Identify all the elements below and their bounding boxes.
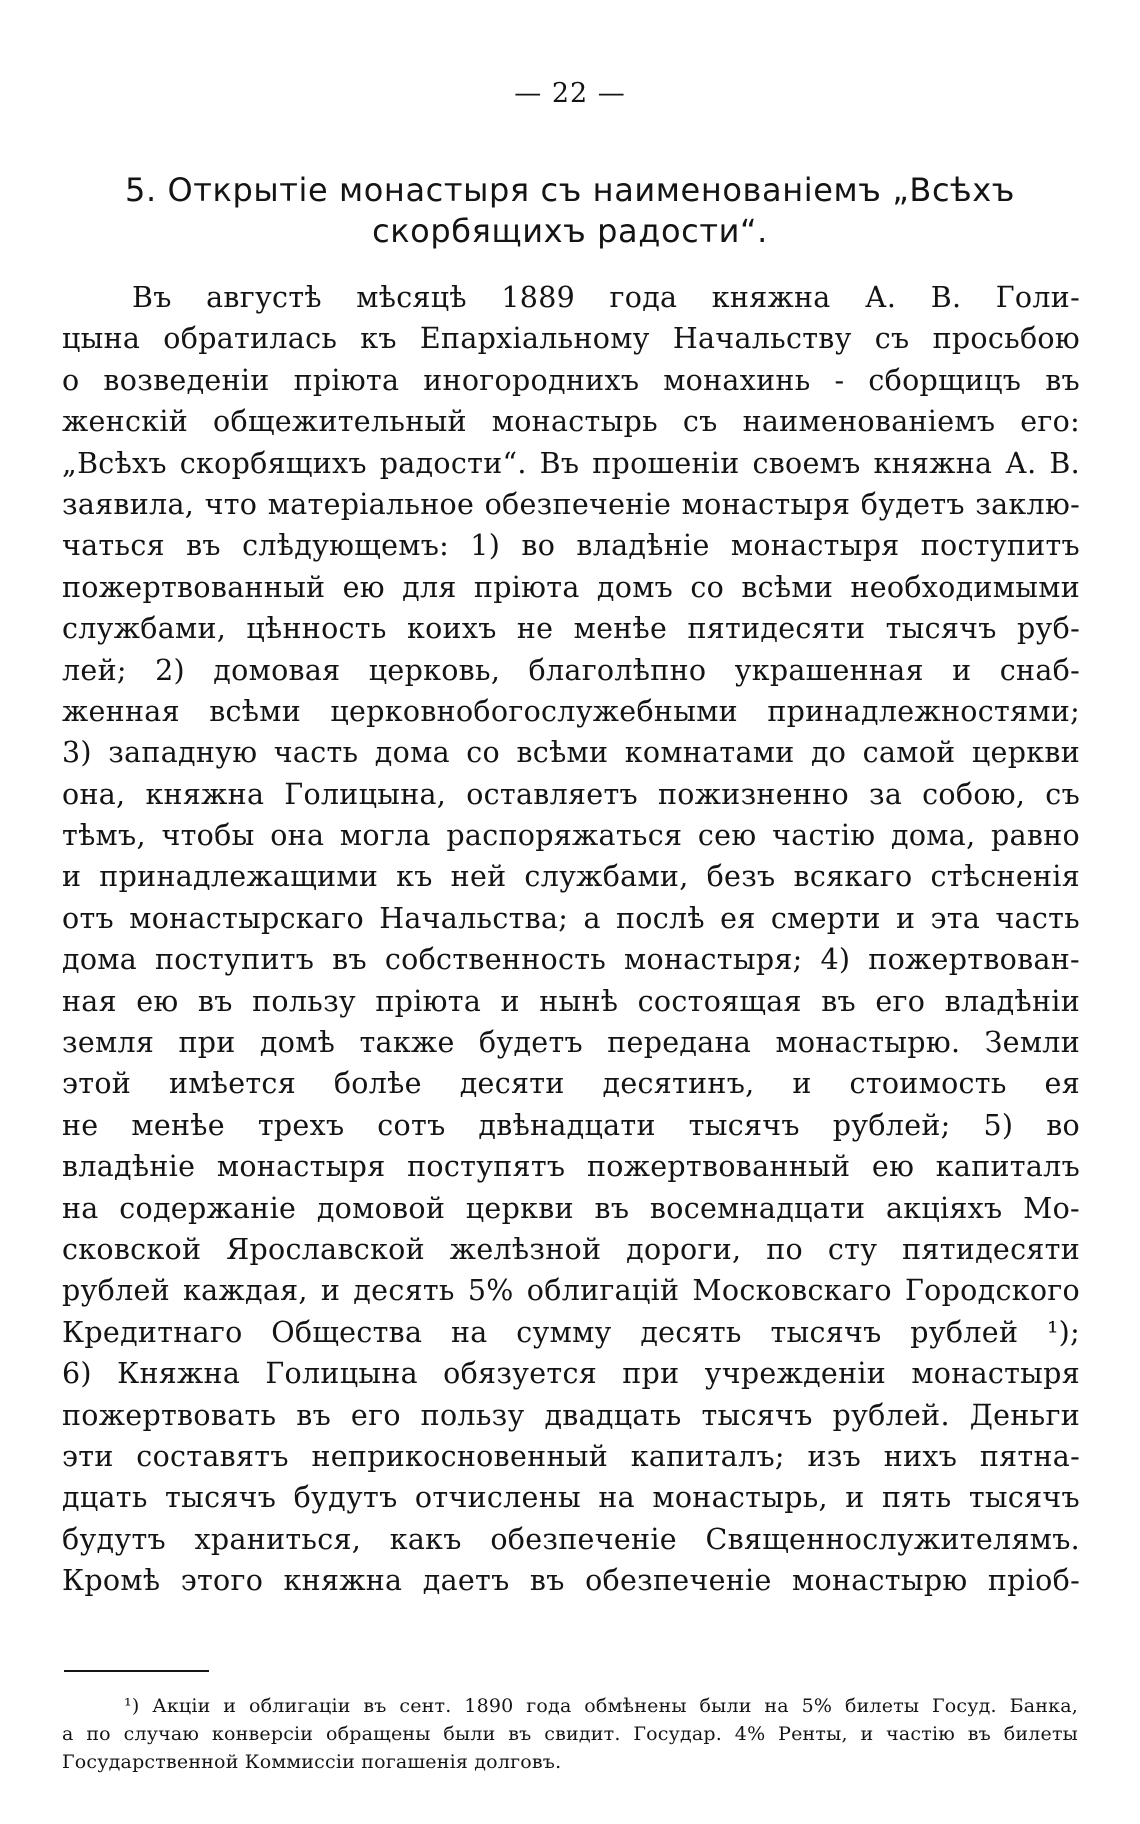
text-line: Въ августѣ мѣсяцѣ 1889 года княжна А. В. Голи- bbox=[132, 281, 1080, 314]
text-line: Кредитнаго Общества на сумму десять тысячъ рублей ¹); bbox=[62, 1315, 1080, 1349]
text-line: дома поступитъ въ собственность монастыря; 4) пожертвован- bbox=[62, 943, 1080, 977]
text-line: 6) Княжна Голицына обязуется при учрежденіи монастыря bbox=[62, 1357, 1080, 1391]
text-line: цына обратилась къ Епархіальному Начальству съ просьбою bbox=[62, 322, 1080, 356]
footnote-line: а по случаю конверсіи обращены были въ свидит. Государ. 4% Ренты, и частію въ билеты bbox=[62, 1723, 1078, 1745]
chapter-heading-line: 5. Открытіе монастыря съ наименованіемъ „Всѣхъ bbox=[124, 171, 1015, 209]
text-line: пожертвовать въ его пользу двадцать тысячъ рублей. Деньги bbox=[62, 1398, 1080, 1432]
text-line: этой имѣется болѣе десяти десятинъ, и стоимость ея bbox=[62, 1067, 1080, 1101]
body-text bbox=[62, 277, 1080, 1602]
footnote-line: ¹) Акціи и облигаціи въ сент. 1890 года обмѣнены были на 5% билеты Госуд. Банка, bbox=[124, 1695, 1078, 1717]
text-line: 3) западную часть дома со всѣми комнатами до самой церкви bbox=[62, 736, 1080, 770]
page-number: — 22 — bbox=[514, 78, 626, 109]
text-line: дцать тысячъ будутъ отчислены на монастырь, и пять тысячъ bbox=[62, 1481, 1080, 1515]
text-line: лей; 2) домовая церковь, благолѣпно украшенная и снаб- bbox=[62, 653, 1080, 687]
text-line: она, княжна Голицына, оставляетъ пожизненно за собою, съ bbox=[62, 777, 1080, 811]
text-line: и принадлежащими къ ней службами, безъ всякаго стѣсненія bbox=[62, 860, 1080, 894]
chapter-heading bbox=[100, 170, 1040, 252]
text-line: владѣніе монастыря поступятъ пожертвованный ею капиталъ bbox=[62, 1150, 1080, 1184]
text-line: земля при домѣ также будетъ передана монастырю. Земли bbox=[62, 1026, 1080, 1060]
footnote-divider bbox=[64, 1670, 209, 1672]
text-line: Кромѣ этого княжна даетъ въ обезпеченіе монастырю пріоб- bbox=[62, 1564, 1080, 1598]
text-line: женная всѣми церковнобогослужебными принадлежностями; bbox=[62, 694, 1080, 728]
text-line: рублей каждая, и десять 5% облигацій Московскаго Городского bbox=[62, 1274, 1080, 1308]
text-line: будутъ храниться, какъ обезпеченіе Священнослужителямъ. bbox=[62, 1522, 1080, 1556]
text-line: эти составятъ неприкосновенный капиталъ; изъ нихъ пятна- bbox=[62, 1439, 1080, 1473]
text-line: заявила, что матеріальное обезпеченіе монастыря будетъ заклю- bbox=[62, 487, 1080, 521]
text-line: отъ монастырскаго Начальства; а послѣ ея смерти и эта часть bbox=[62, 901, 1080, 935]
text-line: не менѣе трехъ сотъ двѣнадцати тысячъ рублей; 5) во bbox=[62, 1108, 1080, 1142]
footnote-line: Государственной Коммиссіи погашенія долговъ. bbox=[62, 1751, 562, 1773]
text-line: пожертвованный ею для пріюта домъ со всѣми необходимыми bbox=[62, 570, 1080, 604]
text-line: о возведеніи пріюта иногороднихъ монахинь - сборщицъ въ bbox=[62, 363, 1080, 397]
footnotes bbox=[62, 1692, 1078, 1776]
chapter-heading-line: скорбящихъ радости“. bbox=[372, 212, 768, 250]
text-line: чаться въ слѣдующемъ: 1) во владѣніе монастыря поступитъ bbox=[62, 529, 1080, 563]
text-line: „Всѣхъ скорбящихъ радости“. Въ прошеніи своемъ княжна А. В. bbox=[62, 446, 1080, 480]
text-line: сковской Ярославской желѣзной дороги, по сту пятидесяти bbox=[62, 1232, 1080, 1266]
text-line: ная ею въ пользу пріюта и нынѣ состоящая въ его владѣніи bbox=[62, 984, 1080, 1018]
text-line: тѣмъ, чтобы она могла распоряжаться сею частію дома, равно bbox=[62, 819, 1080, 853]
text-line: службами, цѣнность коихъ не менѣе пятидесяти тысячъ руб- bbox=[62, 612, 1080, 646]
text-line: женскій общежительный монастырь съ наименованіемъ его: bbox=[62, 405, 1080, 439]
text-line: на содержаніе домовой церкви въ восемнадцати акціяхъ Мо- bbox=[62, 1191, 1080, 1225]
